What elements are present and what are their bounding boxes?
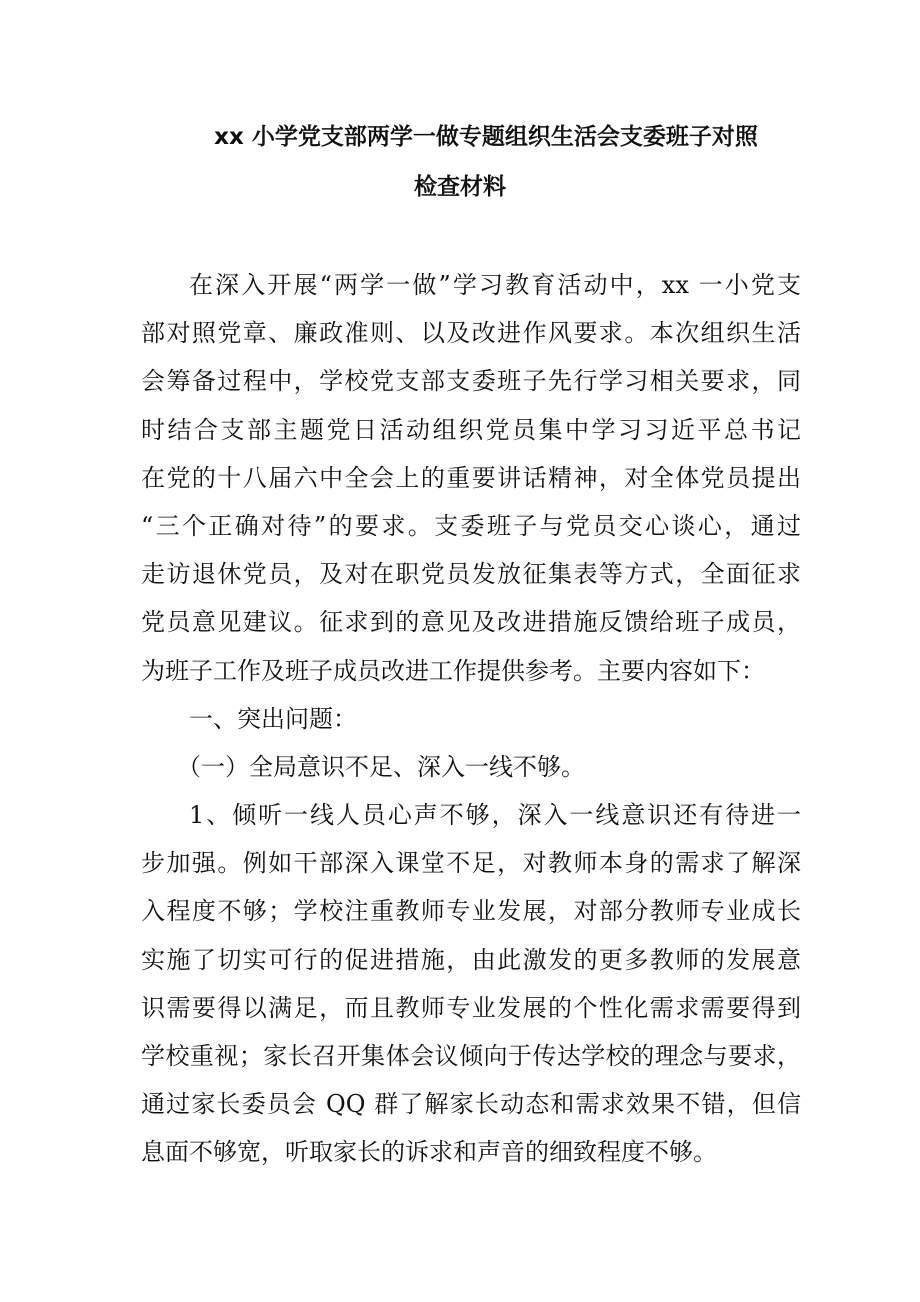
paragraph-line: 走访退休党员，及对在职党员发放征集表等方式，全面征求 [141,560,801,589]
subsection-heading: （一）全局意识不足、深入一线不够。 [177,752,585,781]
paragraph-line: 步加强。例如干部深入课堂不足，对教师本身的需求了解深 [141,849,801,878]
paragraph-line: 为班子工作及班子成员改进工作提供参考。主要内容如下： [141,656,765,685]
paragraph-line: 在党的十八届六中全会上的重要讲话精神，对全体党员提出 [141,463,801,492]
document-title-line-2: 检查材料 [414,174,506,200]
paragraph-line: 时结合支部主题党日活动组织党员集中学习习近平总书记 [141,415,801,444]
document-title-line-1: xx 小学党支部两学一做专题组织生活会支委班子对照 [214,124,758,150]
paragraph-line: 学校重视；家长召开集体会议倾向于传达学校的理念与要求， [141,1042,801,1070]
paragraph-line: 1、倾听一线人员心声不够，深入一线意识还有待进一 [189,801,801,830]
paragraph-line: 党员意见建议。征求到的意见及改进措施反馈给班子成员， [141,608,801,637]
paragraph-line: 通过家长委员会 QQ 群了解家长动态和需求效果不错，但信 [141,1090,801,1119]
paragraph-line: 部对照党章、廉政准则、以及改进作风要求。本次组织生活 [141,319,801,348]
paragraph-line: 会筹备过程中，学校党支部支委班子先行学习相关要求，同 [141,367,801,396]
section-heading: 一、突出问题： [189,704,357,733]
paragraph-line: 息面不够宽，听取家长的诉求和声音的细致程度不够。 [141,1138,717,1167]
paragraph-line: 实施了切实可行的促进措施，由此激发的更多教师的发展意 [141,945,801,974]
document-body [141,261,801,1177]
paragraph-line: 入程度不够；学校注重教师专业发展，对部分教师专业成长 [141,897,801,926]
paragraph-line: “三个正确对待”的要求。支委班子与党员交心谈心，通过 [141,511,801,540]
paragraph-line: 在深入开展“两学一做”学习教育活动中，xx 一小党支 [189,271,801,299]
paragraph-line: 识需要得以满足，而且教师专业发展的个性化需求需要得到 [141,993,801,1022]
